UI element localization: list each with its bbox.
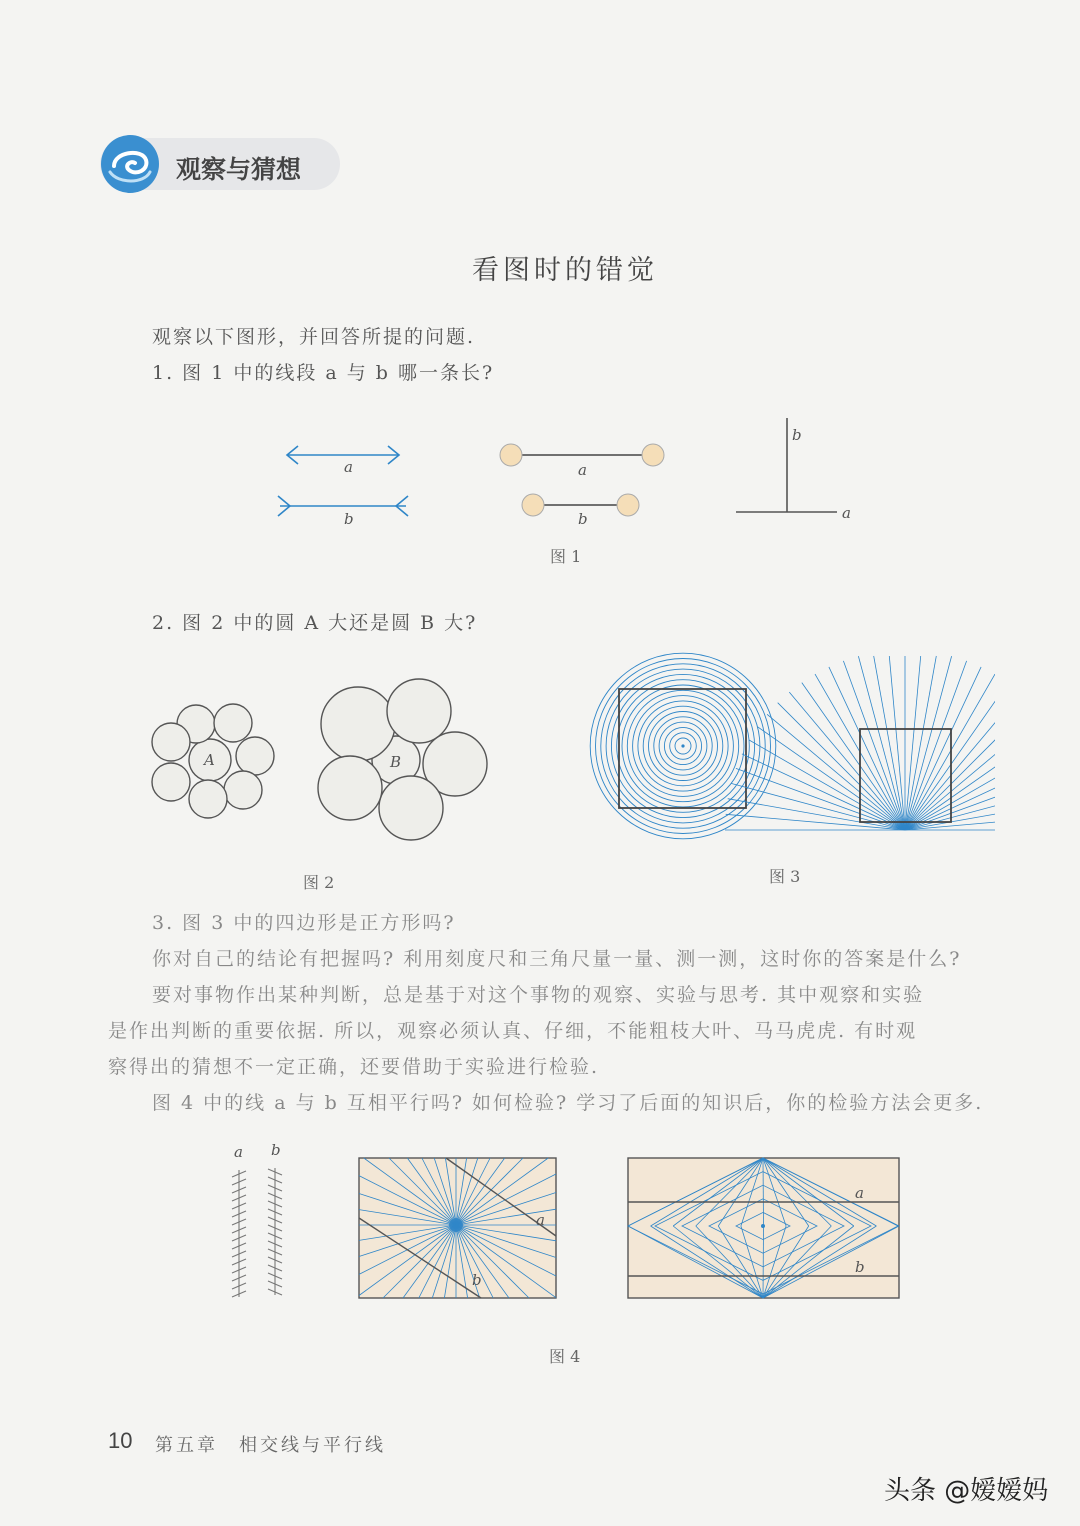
paragraph-2-line-1: 要对事物作出某种判断，总是基于对这个事物的观察、实验与思考. 其中观察和实验 [152, 984, 925, 1006]
question-1: 1. 图 1 中的线段 a 与 b 哪一条长? [152, 362, 495, 384]
label-a-1: a [344, 458, 353, 476]
figure-4-caption: 图 4 [549, 1347, 581, 1366]
figure-4 [215, 1140, 915, 1305]
question-2: 2. 图 2 中的圆 A 大还是圆 B 大? [152, 612, 478, 634]
label-circle-a: A [204, 751, 215, 769]
intro-text: 观察以下图形，并回答所提的问题. [152, 326, 476, 348]
paragraph-2-line-3: 察得出的猜想不一定正确，还要借助于实验进行检验. [108, 1056, 600, 1078]
figure-3 [585, 648, 995, 848]
label-b-1: b [344, 510, 354, 528]
figure-2-caption: 图 2 [303, 873, 335, 892]
paragraph-2-line-2: 是作出判断的重要依据. 所以，观察必须认真、仔细，不能粗枝大叶、马马虎虎. 有时观 [108, 1020, 918, 1042]
herringbone-lines [232, 1168, 282, 1297]
label-b-4b: b [472, 1271, 482, 1289]
label-b-3: b [792, 426, 802, 444]
label-a-4a: a [234, 1143, 243, 1161]
circle-ended-lines [500, 444, 664, 516]
figure-1 [260, 410, 860, 530]
watermark: 头条 @嫒嫒妈 [884, 1476, 1049, 1506]
label-circle-b: B [390, 753, 402, 771]
swirl-icon [100, 134, 162, 194]
paragraph-1: 你对自己的结论有把握吗? 利用刻度尺和三角尺量一量、测一测，这时你的答案是什么? [152, 948, 962, 970]
label-a-3: a [842, 504, 851, 522]
label-b-4c: b [855, 1258, 865, 1276]
figure-1-caption: 图 1 [550, 547, 582, 566]
label-a-4b: a [536, 1211, 545, 1229]
figure-2 [140, 672, 500, 852]
t-lines [736, 418, 837, 512]
label-b-4a: b [271, 1141, 281, 1159]
label-a-2: a [578, 461, 587, 479]
label-a-4c: a [855, 1184, 864, 1202]
arrow-lines [278, 446, 408, 516]
figure-3-caption: 图 3 [769, 867, 801, 886]
paragraph-3: 图 4 中的线 a 与 b 互相平行吗? 如何检验? 学习了后面的知识后，你的检验方法会更多. [152, 1092, 984, 1114]
label-b-2: b [578, 510, 588, 528]
chapter-title: 第五章 相交线与平行线 [155, 1435, 386, 1456]
question-3: 3. 图 3 中的四边形是正方形吗? [152, 912, 456, 934]
page-number: 10 [108, 1428, 133, 1453]
page-title: 看图时的错觉 [472, 255, 658, 286]
section-title: 观察与猜想 [176, 155, 302, 184]
